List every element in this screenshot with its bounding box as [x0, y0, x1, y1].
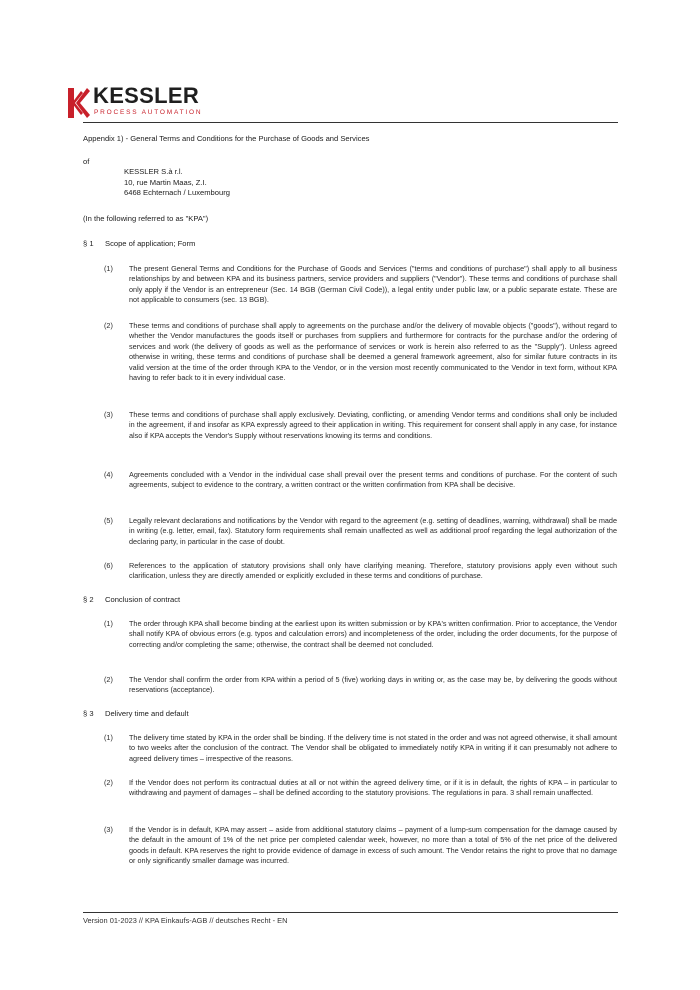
document-title: Appendix 1) - General Terms and Conditions for the Purchase of Goods and Services [83, 134, 370, 143]
kessler-logo-mark-icon [68, 86, 90, 120]
paragraph [104, 410, 617, 441]
footer-divider [83, 912, 618, 913]
paragraph-text: Agreements concluded with a Vendor in the individual case shall prevail over the present terms and conditions of purchase. For the content of such agreements, subject to evidence to the contrary, a written contract or the written confirmation from KPA shall be decisive. [129, 470, 617, 490]
paragraph-text: These terms and conditions of purchase shall apply exclusively. Deviating, conflicting, or amending Vendor terms and conditions shall only be included in the agreement, if and insofar as KPA expressly agreed to their application in writing. This requirement for consent shall apply in any case, for instance also if KPA accepts the Vendor's Supply without reservations knowing its terms and conditions. [129, 410, 617, 440]
footer-version: Version 01-2023 // KPA Einkaufs-AGB // deutsches Recht - EN [83, 916, 288, 925]
address-line: 10, rue Martin Maas, Z.I. [124, 177, 207, 187]
paragraph-text: If the Vendor does not perform its contractual duties at all or not within the agreed delivery time, or if it is in default, the rights of KPA – in particular to withdrawing and payment of damages – shall be defined according to the statutory provisions. The regulations in para. 3 shall remain unaffected. [129, 778, 617, 798]
paragraph-number: (1) [104, 619, 113, 628]
address-line: KESSLER S.à r.l. [124, 167, 183, 176]
paragraph [104, 321, 617, 383]
logo-name: KESSLER [93, 83, 200, 108]
paragraph-text: The Vendor shall confirm the order from KPA within a period of 5 (five) working days in writing or, as the case may be, by delivering the goods without reservations (acceptance). [129, 675, 617, 695]
paragraph-text: References to the application of statutory provisions shall only have clarifying meaning. Therefore, statutory provisions apply even without such clarification, unless they are directly amended or explicitly excluded in these terms and conditions of purchase. [129, 561, 617, 581]
paragraph [104, 264, 617, 306]
paragraph-number: (3) [104, 410, 113, 419]
paragraph-number: (1) [104, 264, 113, 273]
paragraph-text: The order through KPA shall become binding at the earliest upon its written submission or by KPA's written confirmation. Prior to acceptance, the Vendor shall notify KPA of obvious errors (e.g. typos and calculation errors) and incompleteness of the order, including the order documents, for the purpose of correcting and/or completing the same; otherwise, the contract shall be deemed not concluded. [129, 619, 617, 649]
paragraph-text: If the Vendor is in default, KPA may assert – aside from additional statutory claims – payment of a lump-sum compensation for the damage caused by the default in the amount of 1% of the net price per completed calendar week, however, no more than a total of 5% of the net price of the delivered goods in default. KPA reserves the right to provide evidence of damage in excess of such amount. The Vendor retains the right to prove that no damage or only significantly smaller damage was incurred. [129, 825, 617, 866]
section-heading [83, 239, 195, 248]
address-line: 6468 Echternach / Luxembourg [124, 188, 230, 197]
section-number: § 3 [83, 709, 94, 718]
company-logo [68, 83, 208, 122]
of-label: of [83, 157, 90, 166]
paragraph-number: (2) [104, 675, 113, 684]
section-number: § 2 [83, 595, 94, 604]
paragraph-text: These terms and conditions of purchase shall apply to agreements on the purchase and/or the delivery of movable objects ("goods"), without regard to whether the Vendor manufactures the goods itself or purchases from suppliers and furthermore for contracts for the purchase and/or the ordering of services and work (the delivery of goods as well as the performance of services or work is herein also referred to as the "Supply"). Unless agreed otherwise in writing, these terms and conditions of purchase shall be deemed a general framework agreement, also for similar future contracts in its valid version at the time of the order through KPA to the Vendor, or in the version most recently communicated to the Vendor in text form, without KPA having to refer back to it in every individual case. [129, 321, 617, 383]
paragraph [104, 619, 617, 650]
paragraph [104, 561, 617, 582]
paragraph-text: The present General Terms and Conditions for the Purchase of Goods and Services ("terms and conditions of purchase") shall apply to all business relationships by and between KPA and its business partners, service providers and suppliers ("Vendor"). These terms and conditions of purchase shall only apply if the Vendor is an entrepreneur (Sec. 14 BGB (German Civil Code)), a legal entity under public law, or a public separate estate. These are not applicable to consumers (sec. 13 BGB). [129, 264, 617, 305]
paragraph [104, 825, 617, 867]
section-title: Scope of application; Form [105, 239, 196, 248]
section-title: Conclusion of contract [105, 595, 181, 604]
section-heading [83, 709, 189, 718]
paragraph-text: Legally relevant declarations and notifications by the Vendor with regard to the agreement (e.g. setting of deadlines, warning, withdrawal) shall be made in writing (e.g. letter, email, fax). Statutory form requirements shall remain unaffected as well as additional proof regarding the legal authorization of the declaring party, in particular in the case of doubt. [129, 516, 617, 546]
paragraph [104, 470, 617, 491]
paragraph-number: (3) [104, 825, 113, 834]
paragraph-number: (2) [104, 321, 113, 330]
paragraph [104, 733, 617, 764]
paragraph-number: (1) [104, 733, 113, 742]
logo-subtitle: PROCESS AUTOMATION [94, 109, 203, 116]
paragraph [104, 778, 617, 799]
paragraph-number: (5) [104, 516, 113, 525]
paragraph-text: The delivery time stated by KPA in the order shall be binding. If the delivery time is not stated in the order and was not agreed otherwise, it shall amount to two weeks after the conclusion of the contract. The Vendor shall be obligated to immediately notify KPA in writing if it can presumably not adhere to agreed delivery times – irrespective of the reasons. [129, 733, 617, 763]
paragraph-number: (4) [104, 470, 113, 479]
header-divider [83, 122, 618, 123]
paragraph [104, 516, 617, 547]
section-number: § 1 [83, 239, 94, 248]
section-title: Delivery time and default [105, 709, 189, 718]
referred-note: (In the following referred to as "KPA") [83, 214, 209, 223]
section-heading [83, 595, 180, 604]
paragraph-number: (2) [104, 778, 113, 787]
paragraph-number: (6) [104, 561, 113, 570]
paragraph [104, 675, 617, 696]
company-address [124, 167, 230, 199]
